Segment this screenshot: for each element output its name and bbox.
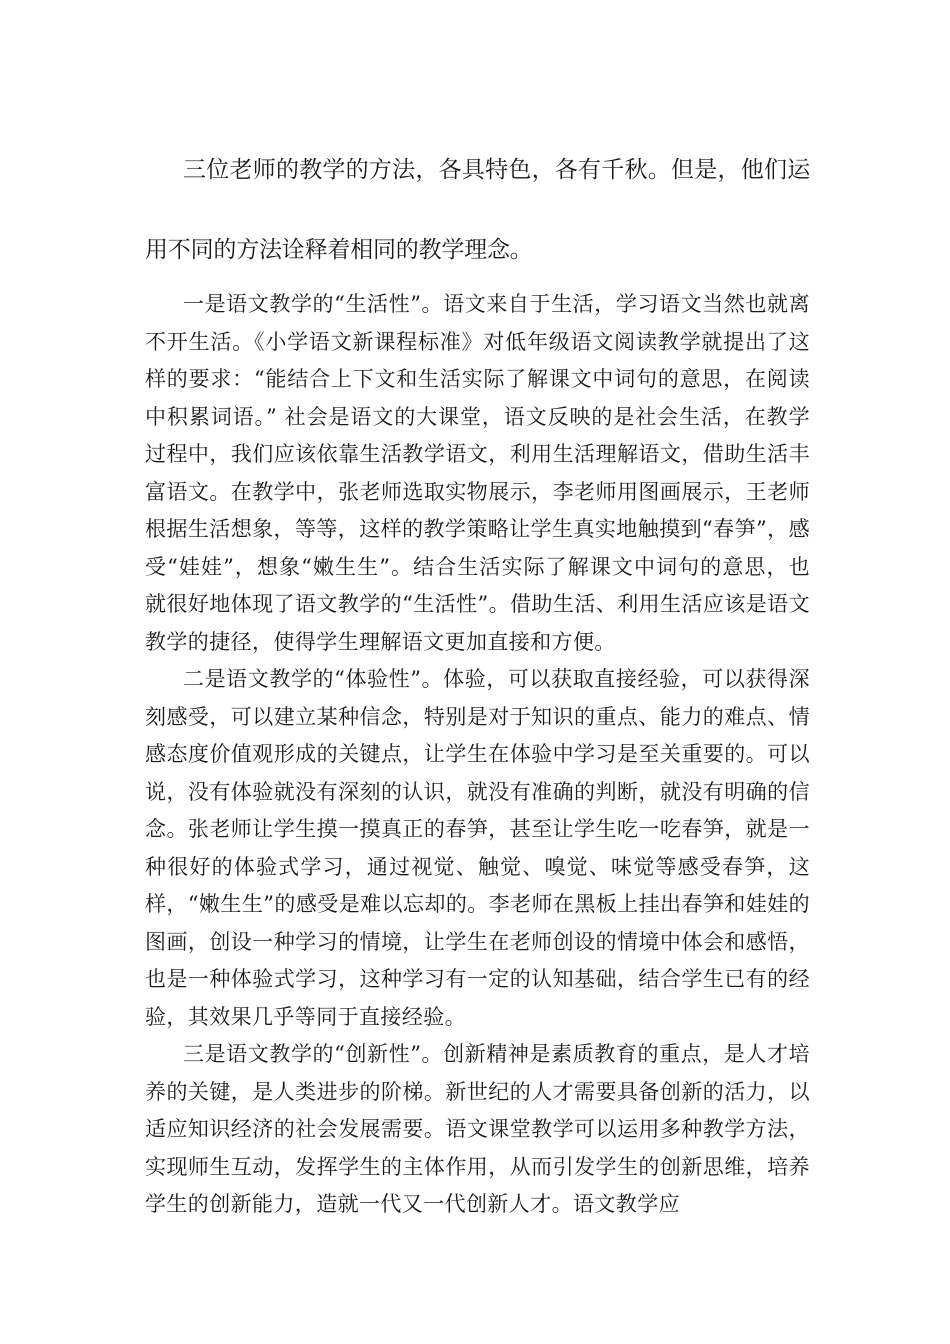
intro-paragraph: 三位老师的教学的方法，各具特色，各有千秋。但是，他们运用不同的方法诠释着相同的教学理念。 (145, 157, 810, 263)
paragraph-innovation: 三是语文教学的“创新性”。创新精神是素质教育的重点，是人才培养的关键，是人类进步的阶梯。新世纪的人才需要具备创新的活力，以适应知识经济的社会发展需要。语文课堂教学可以运用多种教学方法，实现师生互动，发挥学生的主体作用，从而引发学生的创新思维，培养学生的创新能力，造就一代又一代创新人才。语文教学应 (145, 1042, 810, 1216)
paragraph-life: 一是语文教学的“生活性”。语文来自于生活，学习语文当然也就离不开生活。《小学语文新课程标准》对低年级语文阅读教学就提出了这样的要求：“能结合上下文和生活实际了解课文中词句的意思，在阅读中积累词语。” 社会是语文的大课堂，语文反映的是社会生活，在教学过程中，我们应该依靠生活教学语文，利用生活理解语文，借助生活丰富语文。在教学中，张老师选取实物展示，李老师用图画展示，王老师根据生活想象，等等，这样的教学策略让学生真实地触摸到“春笋”，感受“娃娃”，想象“嫩生生”。结合生活实际了解课文中词句的意思，也就很好地体现了语文教学的“生活性”。借助生活、利用生活应该是语文教学的捷径，使得学生理解语文更加直接和方便。 (145, 292, 810, 654)
document-body (145, 130, 810, 1224)
paragraph-experience: 二是语文教学的“体验性”。体验，可以获取直接经验，可以获得深刻感受，可以建立某种信念，特别是对于知识的重点、能力的难点、情感态度价值观形成的关键点，让学生在体验中学习是至关重要的。可以说，没有体验就没有深刻的认识，就没有准确的判断，就没有明确的信念。张老师让学生摸一摸真正的春笋，甚至让学生吃一吃春笋，就是一种很好的体验式学习，通过视觉、触觉、嗅觉、味觉等感受春笋，这样，“嫩生生”的感受是难以忘却的。李老师在黑板上挂出春笋和娃娃的图画，创设一种学习的情境，让学生在老师创设的情境中体会和感悟，也是一种体验式学习，这种学习有一定的认知基础，结合学生已有的经验，其效果几乎等同于直接经验。 (145, 667, 810, 1029)
